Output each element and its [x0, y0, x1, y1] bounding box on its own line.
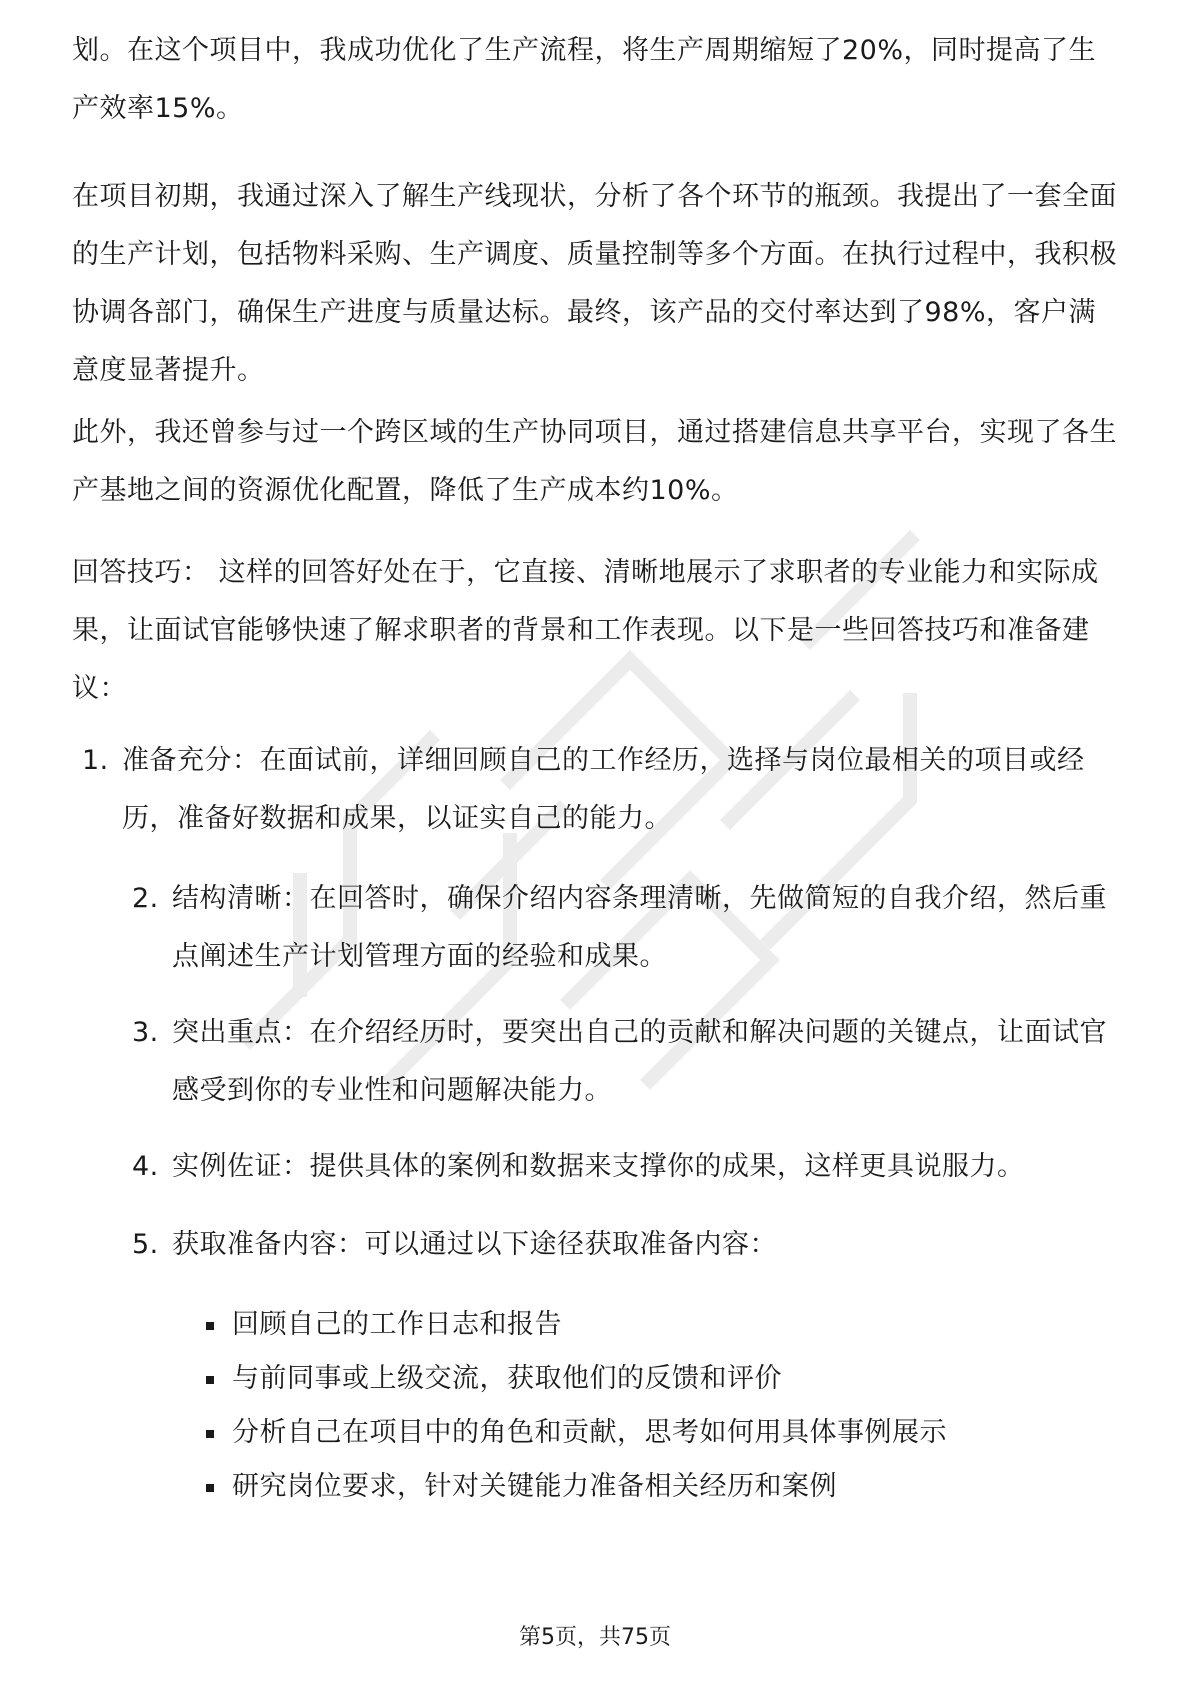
bullet-item-3 [206, 1404, 947, 1462]
list-item-1 [82, 732, 1122, 848]
bullet-icon [206, 1430, 214, 1438]
paragraph-4: 回答技巧： 这样的回答好处在于，它直接、清晰地展示了求职者的专业能力和实际成果，让面试官能够快速了解求职者的背景和工作表现。以下是一些回答技巧和准备建议： [72, 557, 1099, 704]
paragraph-1: 划。在这个项目中，我成功优化了生产流程，将生产周期缩短了20%，同时提高了生产效率15%。 [72, 35, 1097, 124]
bullet-item-1 [206, 1296, 562, 1354]
list-item-2 [132, 870, 1122, 986]
list-item-text: 获取准备内容：可以通过以下途径获取准备内容： [172, 1229, 777, 1260]
bullet-icon [206, 1322, 214, 1330]
bullet-text: 与前同事或上级交流，获取他们的反馈和评价 [232, 1363, 782, 1394]
list-item-5 [132, 1216, 1122, 1274]
list-number: 2. [132, 883, 159, 914]
bullet-text: 分析自己在项目中的角色和贡献，思考如何用具体事例展示 [232, 1417, 947, 1448]
list-item-text: 实例佐证：提供具体的案例和数据来支撑你的成果，这样更具说服力。 [172, 1151, 1025, 1182]
list-item-text: 突出重点：在介绍经历时，要突出自己的贡献和解决问题的关键点，让面试官感受到你的专业性和问题解决能力。 [172, 1017, 1107, 1106]
bullet-text: 研究岗位要求，针对关键能力准备相关经历和案例 [232, 1471, 837, 1502]
list-item-text: 结构清晰：在回答时，确保介绍内容条理清晰，先做简短的自我介绍，然后重点阐述生产计划管理方面的经验和成果。 [172, 883, 1107, 972]
paragraph-3: 此外，我还曾参与过一个跨区域的生产协同项目，通过搭建信息共享平台，实现了各生产基地之间的资源优化配置，降低了生产成本约10%。 [72, 417, 1117, 506]
bullet-icon [206, 1376, 214, 1384]
list-item-3 [132, 1004, 1122, 1120]
bullet-text: 回顾自己的工作日志和报告 [232, 1309, 562, 1340]
list-number: 4. [132, 1151, 159, 1182]
list-item-text: 准备充分：在面试前，详细回顾自己的工作经历，选择与岗位最相关的项目或经历，准备好数据和成果，以证实自己的能力。 [122, 745, 1085, 834]
list-item-4 [132, 1138, 1122, 1196]
paragraph-2: 在项目初期，我通过深入了解生产线现状，分析了各个环节的瓶颈。我提出了一套全面的生产计划，包括物料采购、生产调度、质量控制等多个方面。在执行过程中，我积极协调各部门，确保生产进度与质量达标。最终，该产品的交付率达到了98%，客户满意度显著提升。 [72, 181, 1117, 386]
bullet-item-4 [206, 1458, 837, 1516]
list-number: 1. [82, 745, 109, 776]
bullet-icon [206, 1484, 214, 1492]
bullet-item-2 [206, 1350, 782, 1408]
list-number: 5. [132, 1229, 159, 1260]
list-number: 3. [132, 1017, 159, 1048]
page-footer: 第5页，共75页 [519, 1625, 671, 1650]
